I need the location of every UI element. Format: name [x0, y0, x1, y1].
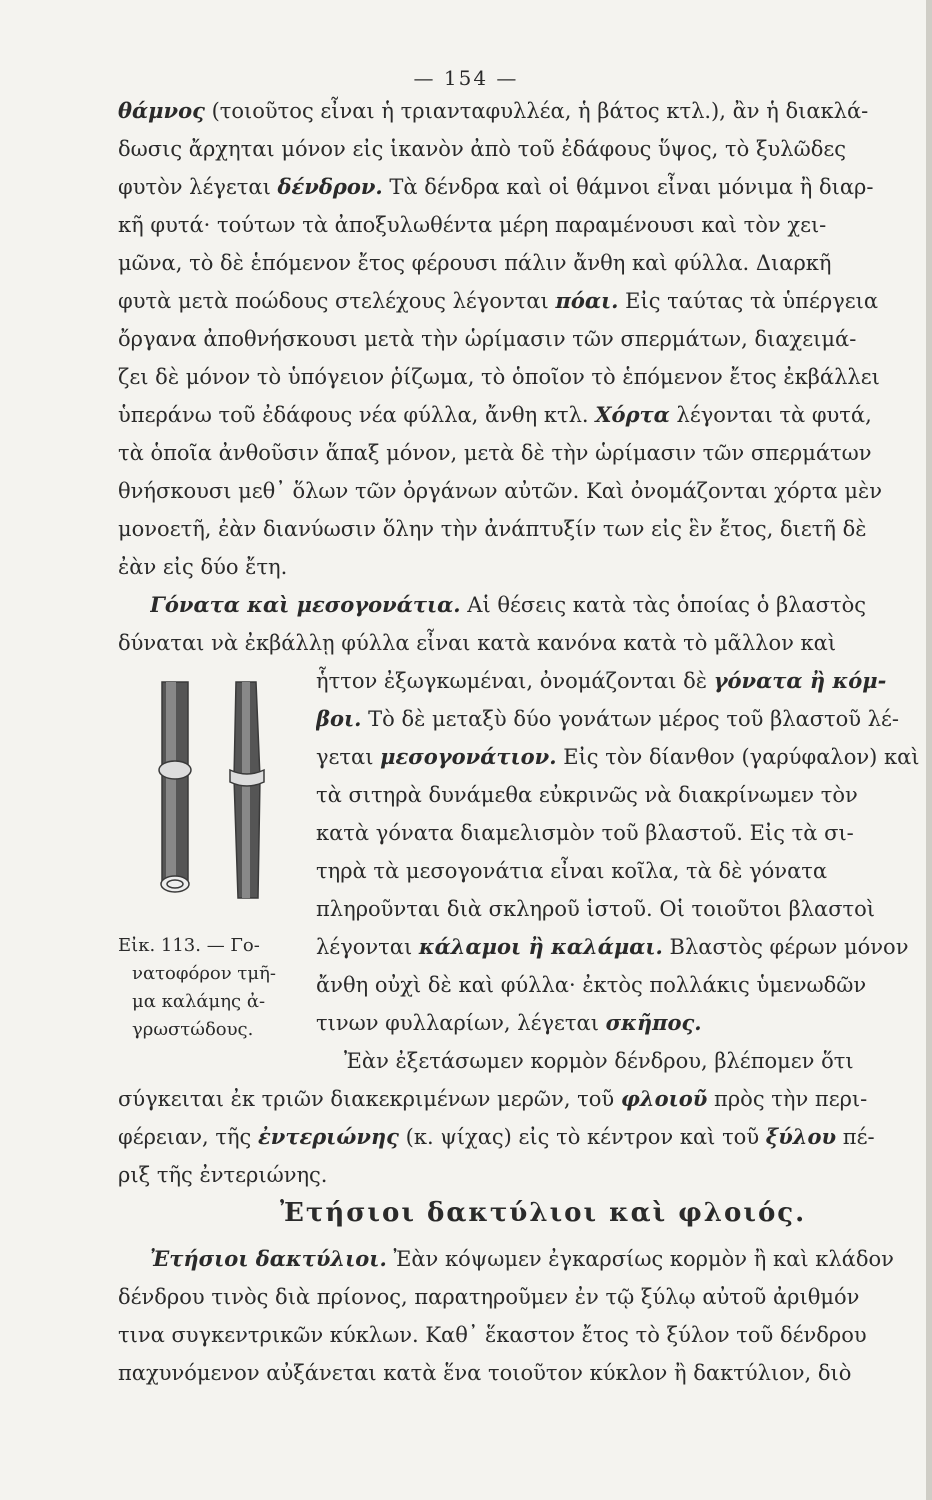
text-line: λέγονται κάλαμοι ἢ καλάμαι. Βλαστὸς φέρων μόνον [316, 934, 909, 959]
figure-caption: γρωστώδους. [132, 1019, 254, 1040]
text-line: φυτὸν λέγεται δένδρον. Τὰ δένδρα καὶ οἱ θάμνοι εἶναι μόνιμα ἢ διαρ- [118, 174, 874, 199]
text-line: θνήσκουσι μεθ᾿ ὅλων τῶν ὀργάνων αὐτῶν. Καὶ ὀνομάζονται χόρτα μὲν [118, 479, 883, 503]
text-line: τινων φυλλαρίων, λέγεται σκῆπος. [316, 1010, 702, 1035]
text-line: δύναται νὰ ἐκβάλλῃ φύλλα εἶναι κατὰ κανόνα κατὰ τὸ μᾶλλον καὶ [118, 631, 837, 655]
figure-caption: μα καλάμης ἀ- [132, 991, 266, 1012]
text-line: πληροῦνται διὰ σκληροῦ ἱστοῦ. Οἱ τοιοῦτοι βλαστοὶ [316, 897, 876, 921]
text-line: Γόνατα καὶ μεσογονάτια. Αἱ θέσεις κατὰ τὰς ὁποίας ὁ βλαστὸς [150, 592, 867, 617]
text-line: παχυνόμενον αὐξάνεται κατὰ ἕνα τοιοῦτον κύκλον ἢ δακτύλιον, διὸ [118, 1361, 852, 1385]
text-line: τὰ ὁποῖα ἀνθοῦσιν ἅπαξ μόνον, μετὰ δὲ τὴν ὡρίμασιν τῶν σπερμάτων [118, 441, 872, 465]
text-line: μῶνα, τὸ δὲ ἑπόμενον ἔτος φέρουσι πάλιν ἄνθη καὶ φύλλα. Διαρκῆ [118, 251, 832, 275]
text-line: ἧττον ἐξωγκωμέναι, ὀνομάζονται δὲ γόνατα ἢ κόμ- [316, 668, 887, 693]
text-line: δένδρου τινὸς διὰ πρίονος, παρατηροῦμεν ἐν τῷ ξύλῳ αὐτοῦ ἀριθμόν [118, 1285, 860, 1309]
text-line: κῆ φυτά· τούτων τὰ ἀποξυλωθέντα μέρη παραμένουσι καὶ τὸν χει- [118, 213, 827, 237]
text-line: σύγκειται ἐκ τριῶν διακεκριμένων μερῶν, τοῦ φλοιοῦ πρὸς τὴν περι- [118, 1086, 868, 1111]
text-line: ριξ τῆς ἐντεριώνης. [118, 1163, 328, 1187]
text-line: Ἐτήσιοι δακτύλιοι. Ἐὰν κόψωμεν ἐγκαρσίως κορμὸν ἢ καὶ κλάδον [150, 1246, 894, 1271]
text-line: μονοετῆ, ἐὰν διανύωσιν ὅλην τὴν ἀνάπτυξίν των εἰς ἓν ἔτος, διετῆ δὲ [118, 517, 867, 541]
figure-caption: Εἰκ. 113. — Γο- [118, 935, 260, 956]
text-line: τὰ σιτηρὰ δυνάμεθα εὐκρινῶς νὰ διακρίνωμεν τὸν [316, 783, 858, 807]
page-number: — 154 — [413, 66, 519, 90]
text-line: ὄργανα ἀποθνήσκουσι μετὰ τὴν ὡρίμασιν τῶν σπερμάτων, διαχειμά- [118, 327, 857, 351]
text-line: βοι. Τὸ δὲ μεταξὺ δύο γονάτων μέρος τοῦ βλαστοῦ λέ- [316, 706, 900, 731]
text-line: Ἐὰν ἐξετάσωμεν κορμὸν δένδρου, βλέπομεν ὅτι [344, 1049, 854, 1073]
grass-stem-figure [150, 678, 300, 918]
figure-caption: νατοφόρον τμῆ- [132, 963, 276, 984]
text-line: ἄνθη οὐχὶ δὲ καὶ φύλλα· ἐκτὸς πολλάκις ὑμενωδῶν [316, 973, 867, 997]
text-line: ζει δὲ μόνον τὸ ὑπόγειον ῥίζωμα, τὸ ὁποῖον τὸ ἑπόμενον ἔτος ἐκβάλλει [118, 365, 880, 389]
text-line: τηρὰ τὰ μεσογονάτια εἶναι κοῖλα, τὰ δὲ γόνατα [316, 859, 828, 883]
text-line: ἐὰν εἰς δύο ἔτη. [118, 555, 288, 579]
text-line: ὑπεράνω τοῦ ἐδάφους νέα φύλλα, ἄνθη κτλ. Χόρτα λέγονται τὰ φυτά, [118, 402, 872, 427]
text-line: φυτὰ μετὰ ποώδους στελέχους λέγονται πόαι. Εἰς ταύτας τὰ ὑπέργεια [118, 288, 879, 313]
text-line: φέρειαν, τῆς ἐντεριώνης (κ. ψίχας) εἰς τὸ κέντρον καὶ τοῦ ξύλου πέ- [118, 1124, 875, 1149]
section-heading: Ἐτήσιοι δακτύλιοι καὶ φλοιός. [280, 1198, 807, 1228]
text-line: κατὰ γόνατα διαμελισμὸν τοῦ βλαστοῦ. Εἰς τὰ σι- [316, 821, 854, 845]
text-line: δωσις ἄρχηται μόνον εἰς ἱκανὸν ἀπὸ τοῦ ἐδάφους ὕψος, τὸ ξυλῶδες [118, 137, 847, 161]
text-line: γεται μεσογονάτιον. Εἰς τὸν δίανθον (γαρύφαλον) καὶ [316, 744, 920, 769]
text-line: τινα συγκεντρικῶν κύκλων. Καθ᾿ ἕκαστον ἔτος τὸ ξύλον τοῦ δένδρου [118, 1323, 867, 1347]
text-line: θάμνος (τοιοῦτος εἶναι ἡ τριανταφυλλέα, ἡ βάτος κτλ.), ἂν ἡ διακλά- [118, 98, 869, 123]
